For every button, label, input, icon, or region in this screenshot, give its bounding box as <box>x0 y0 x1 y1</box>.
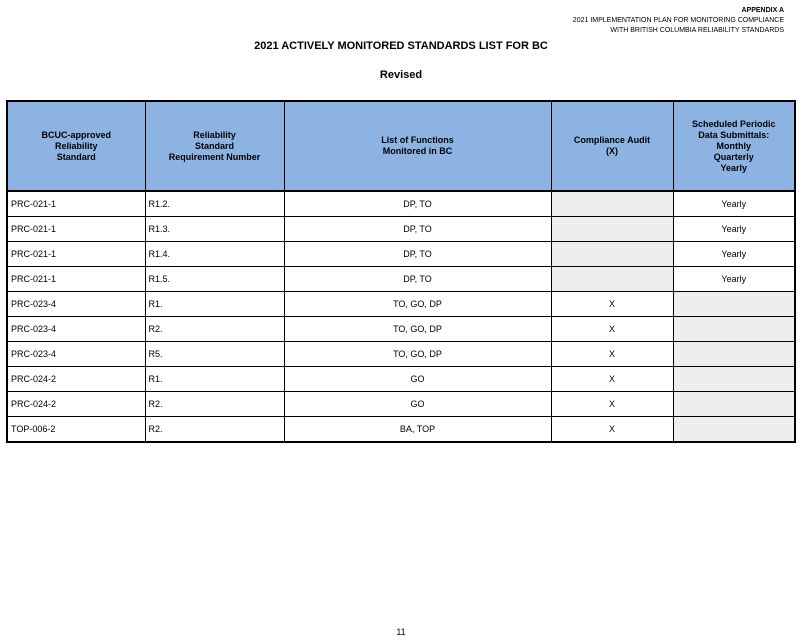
table-row <box>7 242 795 267</box>
cell-periodic-submittal: Yearly <box>673 217 795 242</box>
appendix-header <box>573 6 784 36</box>
cell-standard: PRC-021-1 <box>7 267 145 292</box>
table-row <box>7 367 795 392</box>
cell-requirement: R5. <box>145 342 284 367</box>
cell-periodic-submittal <box>673 417 795 443</box>
cell-requirement: R1. <box>145 292 284 317</box>
cell-requirement: R1.3. <box>145 217 284 242</box>
cell-compliance-audit: X <box>551 417 673 443</box>
cell-functions: DP, TO <box>284 242 551 267</box>
cell-compliance-audit: X <box>551 367 673 392</box>
cell-periodic-submittal <box>673 317 795 342</box>
cell-functions: GO <box>284 392 551 417</box>
cell-functions: GO <box>284 367 551 392</box>
cell-periodic-submittal: Yearly <box>673 242 795 267</box>
cell-compliance-audit: X <box>551 317 673 342</box>
cell-standard: PRC-023-4 <box>7 317 145 342</box>
cell-requirement: R2. <box>145 417 284 443</box>
cell-requirement: R2. <box>145 317 284 342</box>
cell-functions: TO, GO, DP <box>284 342 551 367</box>
appendix-line-2: WITH BRITISH COLUMBIA RELIABILITY STANDARDS <box>610 27 784 34</box>
cell-compliance-audit: X <box>551 292 673 317</box>
cell-compliance-audit <box>551 242 673 267</box>
header-functions: List of Functions Monitored in BC <box>284 101 551 191</box>
table-row <box>7 417 795 443</box>
cell-compliance-audit: X <box>551 392 673 417</box>
header-periodic-submittals: Scheduled Periodic Data Submittals: Monthly Quarterly Yearly <box>673 101 795 191</box>
cell-periodic-submittal: Yearly <box>673 267 795 292</box>
table-row <box>7 217 795 242</box>
table-row <box>7 292 795 317</box>
table-row <box>7 267 795 292</box>
cell-periodic-submittal <box>673 367 795 392</box>
document-subtitle: Revised <box>379 69 423 81</box>
cell-compliance-audit: X <box>551 342 673 367</box>
header-requirement: Reliability Standard Requirement Number <box>145 101 284 191</box>
cell-standard: PRC-021-1 <box>7 217 145 242</box>
appendix-line-1: 2021 IMPLEMENTATION PLAN FOR MONITORING COMPLIANCE <box>572 17 784 24</box>
cell-requirement: R1.2. <box>145 191 284 217</box>
cell-standard: PRC-023-4 <box>7 342 145 367</box>
table-row <box>7 317 795 342</box>
table-row <box>7 392 795 417</box>
table-row <box>7 191 795 217</box>
cell-requirement: R1. <box>145 367 284 392</box>
cell-compliance-audit <box>551 267 673 292</box>
header-standard: BCUC-approved Reliability Standard <box>7 101 145 191</box>
cell-standard: TOP-006-2 <box>7 417 145 443</box>
table-header-row <box>7 101 795 191</box>
cell-standard: PRC-023-4 <box>7 292 145 317</box>
cell-periodic-submittal <box>673 292 795 317</box>
header-compliance-audit: Compliance Audit (X) <box>551 101 673 191</box>
cell-requirement: R1.4. <box>145 242 284 267</box>
appendix-title: APPENDIX A <box>741 7 784 14</box>
cell-functions: BA, TOP <box>284 417 551 443</box>
cell-compliance-audit <box>551 191 673 217</box>
cell-functions: DP, TO <box>284 217 551 242</box>
cell-periodic-submittal <box>673 392 795 417</box>
cell-functions: TO, GO, DP <box>284 317 551 342</box>
cell-compliance-audit <box>551 217 673 242</box>
cell-requirement: R2. <box>145 392 284 417</box>
document-title: 2021 ACTIVELY MONITORED STANDARDS LIST FOR BC <box>254 40 548 52</box>
cell-functions: TO, GO, DP <box>284 292 551 317</box>
cell-periodic-submittal <box>673 342 795 367</box>
cell-standard: PRC-021-1 <box>7 242 145 267</box>
cell-standard: PRC-024-2 <box>7 392 145 417</box>
cell-requirement: R1.5. <box>145 267 284 292</box>
standards-table <box>6 100 796 443</box>
cell-periodic-submittal: Yearly <box>673 191 795 217</box>
cell-functions: DP, TO <box>284 191 551 217</box>
cell-functions: DP, TO <box>284 267 551 292</box>
table-body <box>7 191 795 442</box>
table-row <box>7 342 795 367</box>
page-number: 11 <box>396 627 406 637</box>
cell-standard: PRC-024-2 <box>7 367 145 392</box>
cell-standard: PRC-021-1 <box>7 191 145 217</box>
